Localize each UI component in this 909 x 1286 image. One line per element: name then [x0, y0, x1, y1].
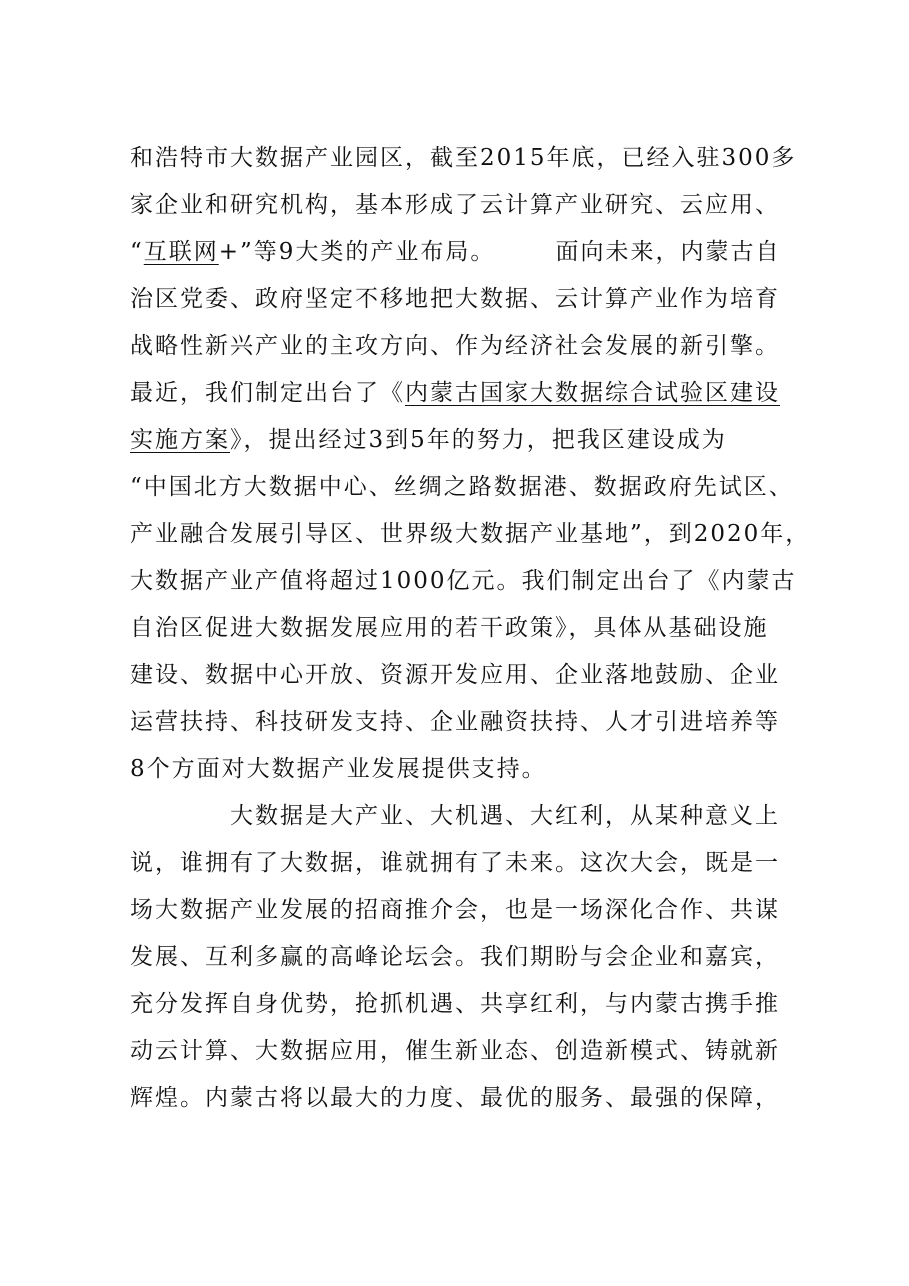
text-line-20: 动云计算、大数据应用，催生新业态、创造新模式、铸就新: [130, 1038, 780, 1064]
text-line-2: 家企业和研究机构，基本形成了云计算产业研究、云应用、: [130, 192, 780, 218]
text-fragment: 》，提出经过3到5年的努力，把我区建设成为: [230, 427, 727, 453]
text-line-18: 发展、互利多赢的高峰论坛会。我们期盼与会企业和嘉宾，: [130, 944, 780, 970]
text-line-3: [130, 229, 790, 276]
text-line-7: [130, 417, 790, 464]
text-line-15: 大数据是大产业、大机遇、大红利，从某种意义上: [230, 803, 780, 829]
text-line-4: 治区党委、政府坚定不移地把大数据、云计算产业作为培育: [130, 286, 780, 312]
text-line-8: “中国北方大数据中心、丝绸之路数据港、数据政府先试区、: [130, 474, 794, 500]
text-line-21: 辉煌。内蒙古将以最大的力度、最优的服务、最强的保障，: [130, 1085, 780, 1111]
text-line-13: 运营扶持、科技研发支持、企业融资扶持、人才引进培养等: [130, 709, 780, 735]
text-fragment: “: [130, 239, 144, 265]
text-line-19: 充分发挥自身优势，抢抓机遇、共享红利，与内蒙古携手推: [130, 991, 780, 1017]
text-line-17: 场大数据产业发展的招商推介会，也是一场深化合作、共谋: [130, 897, 780, 923]
text-line-5: 战略性新兴产业的主攻方向、作为经济社会发展的新引擎。: [130, 333, 780, 359]
paragraph-start: 面向未来，内蒙古自: [555, 239, 781, 265]
hyperlink-plan-title-cont[interactable]: 实施方案: [130, 427, 230, 453]
text-line-14: 8个方面对大数据产业发展提供支持。: [130, 756, 547, 782]
text-line-6: [130, 370, 790, 417]
text-line-16: 说，谁拥有了大数据，谁就拥有了未来。这次大会，既是一: [130, 850, 780, 876]
text-line-1: 和浩特市大数据产业园区，截至2015年底，已经入驻300多: [130, 145, 797, 171]
text-line-9: 产业融合发展引导区、世界级大数据产业基地”，到2020年，: [130, 521, 811, 547]
hyperlink-plan-title[interactable]: 内蒙古国家大数据综合试验区建设: [405, 380, 780, 406]
body-text: [130, 135, 811, 1122]
text-fragment: +”等9大类的产业布局。: [218, 239, 496, 265]
text-line-12: 建设、数据中心开放、资源开发应用、企业落地鼓励、企业: [130, 662, 780, 688]
text-line-11: 自治区促进大数据发展应用的若干政策》，具体从基础设施: [130, 615, 769, 641]
hyperlink-internet-plus[interactable]: 互联网: [143, 239, 219, 265]
text-fragment: 最近，我们制定出台了《: [130, 380, 405, 406]
text-line-10: 大数据产业产值将超过1000亿元。我们制定出台了《内蒙古: [130, 568, 797, 594]
